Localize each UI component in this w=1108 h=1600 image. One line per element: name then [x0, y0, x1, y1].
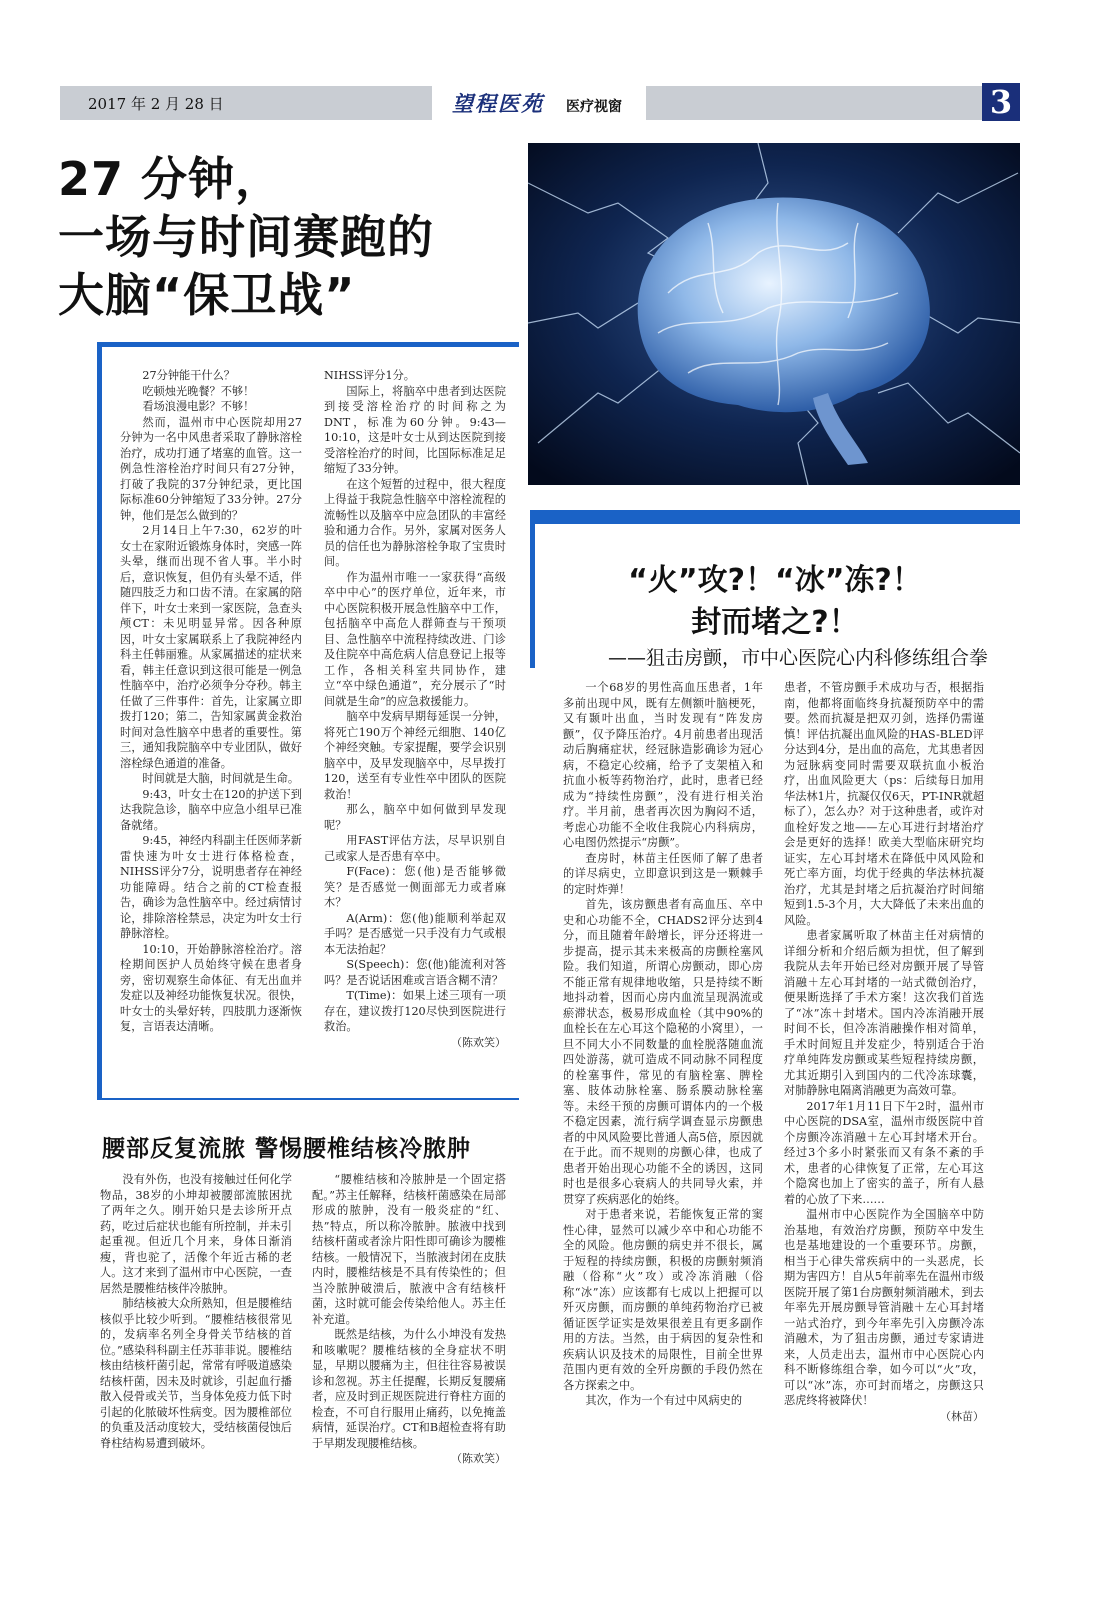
- paragraph: NIHSS评分1分。: [324, 369, 415, 382]
- paragraph: “腰椎结核和冷脓肿是一个固定搭配。”苏主任解释，结核杆菌感染在局部形成的脓肿，没有一般炎症的“红、热”特点，所以称冷脓肿。脓液中找到结核杆菌或者涂片阳性即可确诊为腰椎结核。一般情况下，当脓液封闭在皮肤内时，腰椎结核是不具有传染性的；但当冷脓肿破溃后，脓液中含有结核杆菌，这时就可能会传染给他人。苏主任补充道。: [312, 1173, 506, 1326]
- paragraph: S(Speech)：您(他)能流利对答吗？是否说话困难或言语含糊不清？: [324, 958, 506, 987]
- issue-date: 2017 年 2 月 28 日: [88, 95, 224, 113]
- paragraph: A(Arm)：您(他)能顺利举起双手吗？是否感觉一只手没有力气或根本无法抬起？: [324, 911, 506, 956]
- paragraph: 27分钟能干什么？: [142, 369, 235, 382]
- article2-author: （林苗）: [940, 1409, 984, 1423]
- article2-title-line: 封而堵之?！: [691, 605, 859, 640]
- paragraph: 10:10，开始静脉溶栓治疗。溶栓期间医护人员始终守候在患者身旁，密切观察生命体征、有无出血并发症以及神经功能恢复状况。很快，叶女士的头晕好转，四肢肌力逐渐恢复，言语表达清晰。: [120, 942, 302, 1033]
- paragraph: 国际上，将脑卒中患者到达医院到接受溶栓治疗的时间称之为DNT，标准为60分钟。9:43—10:10，这是叶女士从到达医院到接受溶栓治疗的时间，比国际标准足足缩短了33分钟。: [324, 384, 506, 475]
- article3-column-1: [100, 1172, 292, 1451]
- paragraph: T(Time)：如果上述三项有一项存在，建议拨打120尽快到医院进行救治。: [324, 989, 506, 1033]
- paragraph: 9:43，叶女士在120的护送下到达我院急诊，脑卒中应急小组早已准备就绪。: [120, 787, 302, 832]
- article1-column-2: [324, 368, 506, 1050]
- article3-column-2: [312, 1172, 506, 1467]
- article1-title-line: 大脑“保卫战”: [58, 268, 356, 322]
- article3-title: 腰部反复流脓 警惕腰椎结核冷脓肿: [102, 1136, 472, 1162]
- paragraph: 9:45，神经内科副主任医师茅新雷快速为叶女士进行体格检查，NIHSS评分7分，说明患者存在神经功能障碍。结合之前的CT检查报告，确诊为急性脑卒中。经过病情讨论，排除溶栓禁忌，决定为叶女士行静脉溶栓。: [120, 834, 302, 940]
- paragraph: 看场浪漫电影？不够！: [142, 400, 255, 413]
- article2-left-bar: [530, 510, 535, 668]
- masthead-logo: 望程医苑: [452, 91, 544, 116]
- page-number: 3: [982, 83, 1020, 121]
- article2-title-line: “火”攻?！“冰”冻?！: [628, 563, 922, 598]
- paragraph: 肺结核被大众所熟知，但是腰椎结核似乎比较少听到。“腰椎结核很常见的，发病率名列全身骨关节结核的首位。”感染科科副主任苏菲菲说。腰椎结核由结核杆菌引起，常常有呼吸道感染结核杆菌，因未及时就诊，引起血行播散入侵骨或关节，当身体免疫力低下时引起的化脓破坏性病变。因为腰椎部位的负重及活动度较大，受结核菌侵蚀后脊柱结构易遭到破坏。: [100, 1297, 292, 1450]
- paragraph: 脑卒中发病早期每延误一分钟，将死亡190万个神经元细胞、140亿个神经突触。专家提醒，要学会识别脑卒中，及早发现脑卒中，尽早拨打120，送至有专业性卒中团队的医院救治！: [324, 710, 506, 801]
- article2-column-1: [563, 680, 763, 1409]
- paragraph: 其次，作为一个有过中风病史的: [585, 1394, 743, 1407]
- article3-author: （陈欢笑）: [451, 1452, 506, 1465]
- paragraph: 没有外伤，也没有接触过任何化学物品，38岁的小坤却被腰部流脓困扰了两年之久。刚开始只是去诊所开点药，吃过后症状也能有所控制，并未引起重视。但近几个月来，身体日渐消瘦，背也驼了，活像个年近古稀的老人。这才来到了温州市中心医院，一查居然是腰椎结核伴冷脓肿。: [100, 1173, 292, 1295]
- paragraph: 作为温州市唯一一家获得“高级卒中中心”的医疗单位，近年来，市中心医院积极开展急性脑卒中工作，包括脑卒中高危人群筛查与干预项目、急性脑卒中流程持续改进、门诊及住院卒中高危病人信息登记上报等工作，各相关科室共同协作，建立“卒中绿色通道”，充分展示了“时间就是生命”的应急救援能力。: [324, 570, 506, 708]
- paragraph: 那么，脑卒中如何做到早发现呢？: [324, 803, 506, 832]
- paragraph: 首先，该房颤患者有高血压、卒中史和心功能不全，CHADS2评分达到4分，而且随着年龄增长，评分还将进一步提高，提示其未来极高的房颤栓塞风险。我们知道，所谓心房颤动，即心房不能正常有规律地收缩，只是持续不断地抖动着，因而心房内血流呈现涡流或瘀滞状态，极易形成血栓（其中90%的血栓长在左心耳这个隐秘的小窝里），一旦不同大小不同数量的血栓脱落随血流四处游荡，就可造成不同动脉不同程度的栓塞事件，常见的有脑栓塞、脾栓塞、肢体动脉栓塞、肠系膜动脉栓塞等。未经干预的房颤可谓体内的一个极不稳定因素，流行病学调查显示房颤患者的中风风险要比普通人高5倍，原因就在于此。而不规则的房颤心律，也成了患者开始出现心功能不全的诱因，这同时也是很多心衰病人的共同导火索，并贯穿了疾病恶化的始终。: [563, 898, 763, 1206]
- brain-image: [528, 143, 1020, 485]
- paragraph: F(Face)：您(他)是否能够微笑？是否感觉一侧面部无力或者麻木？: [324, 865, 506, 909]
- paragraph: 患者家属听取了林苗主任对病情的详细分析和介绍后颇为担忧，但了解到我院从去年开始已经对房颤开展了导管消融＋左心耳封堵的一站式微创治疗，便果断选择了手术方案！这次我们首选了“冰”冻＋封堵术。国内冷冻消融开展时间不长，但冷冻消融操作相对简单，手术时间短且并发症少，特别适合于治疗单纯阵发房颤或某些短程持续房颤，尤其近期引入到国内的二代冷冻球囊，对肺静脉电隔离消融更为高效可靠。: [784, 929, 984, 1097]
- paragraph: 温州市中心医院作为全国脑卒中防治基地，有效治疗房颤，预防卒中发生也是基地建设的一个重要环节。房颤，相当于心律失常疾病中的一头恶虎，长期为害四方！自从5年前率先在温州市级医院开展了第1台房颤射频消融术，到去年率先开展房颤导管消融＋左心耳封堵一站式治疗，到今年率先引入房颤冷冻消融术，为了狙击房颤，通过专家请进来，人员走出去，温州市中心医院心内科不断修练组合拳，如今可以“火”攻，可以“冰”冻，亦可封而堵之，房颤这只恶虎终将被降伏！: [784, 1208, 984, 1407]
- paragraph: 吃顿烛光晚餐？不够！: [142, 384, 255, 398]
- section-name: 医疗视窗: [566, 99, 622, 115]
- article1-title: [58, 150, 528, 324]
- article2-subtitle: ——狙击房颤，市中心医院心内科修练组合拳: [607, 647, 988, 669]
- paragraph: 时间就是大脑，时间就是生命。: [142, 772, 300, 785]
- paragraph: 在这个短暂的过程中，很大程度上得益于我院急性脑卒中溶栓流程的流畅性以及脑卒中应急团队的丰富经验和通力合作。另外，家属对医务人员的信任也为静脉溶栓争取了宝贵时间。: [324, 477, 506, 568]
- paragraph: 查房时，林苗主任医师了解了患者的详尽病史，立即意识到这是一颗棘手的定时炸弹！: [563, 851, 763, 896]
- paragraph: 用FAST评估方法，尽早识别自己或家人是否患有卒中。: [324, 834, 506, 863]
- article1-author: （陈欢笑）: [451, 1035, 506, 1049]
- paragraph: 2月14日上午7:30，62岁的叶女士在家附近锻炼身体时，突感一阵头晕，继而出现不省人事。半小时后，意识恢复，但仍有头晕不适，伴随四肢乏力和口齿不清。在家属的陪伴下，叶女士来到一家医院，急查头颅CT：未见明显异常。因各种原因，叶女士家属联系上了我院神经内科主任韩丽雅。从家属描述的症状来看，韩主任意识到这很可能是一例急性脑卒中，治疗必须争分夺秒。韩主任做了三件事件：首先，让家属立即拨打120；第二，告知家属黄金救治时间对急性脑卒中患者的重要性。第三，通知我院脑卒中专业团队，做好溶栓绿色通道的准备。: [120, 524, 302, 770]
- article1-column-1: [120, 368, 302, 1035]
- article2-column-2: [784, 680, 984, 1424]
- paragraph: 对于患者来说，若能恢复正常的窦性心律，显然可以减少卒中和心功能不全的风险。他房颤的病史并不很长，属于短程的持续房颤，积极的房颤射频消融（俗称“火”攻）或冷冻消融（俗称“冰”冻）应该都有七成以上把握可以歼灭房颤，而房颤的单纯药物治疗已被循证医学证实是效果很差且有更多副作用的方法。当然，由于病因的复杂性和疾病认识及技术的局限性，目前全世界范围内更有效的全歼房颤的手段仍然在各方探索之中。: [563, 1208, 763, 1392]
- article1-title-line: 一场与时间赛跑的: [58, 210, 434, 264]
- paragraph: 然而，温州市中心医院却用27分钟为一名中风患者采取了静脉溶栓治疗，成功打通了堵塞的血管。这一例急性溶栓治疗时间只有27分钟，打破了我院的37分钟纪录，更比国际标准60分钟缩短了33分钟。27分钟，他们是怎么做到的？: [120, 415, 302, 522]
- paragraph: 一个68岁的男性高血压患者，1年多前出现中风，既有左侧额叶脑梗死，又有颞叶出血，当时发现有“阵发房颤”，仅予降压治疗。4月前患者出现活动后胸痛症状，经冠脉造影确诊为冠心病，不稳定心绞痛，给予了支架植入和抗血小板等药物治疗，此时，患者已经成为“持续性房颤”，没有进行相关治疗。半月前，患者再次因为胸闷不适，考虑心功能不全收住我院心内科病房，心电图仍然提示“房颤”。: [563, 681, 763, 849]
- paragraph: 患者，不管房颤手术成功与否，根据指南，他都将面临终身抗凝预防卒中的需要。然而抗凝是把双刃剑，选择仍需谨慎！评估抗凝出血风险的HAS-BLED评分达到4分，是出血的高危，尤其患者因为冠脉病变同时需要双联抗血小板治疗，出血风险更大（ps：后续每日加用华法林1片，抗凝仅仅6天，PT-INR就超标了），怎么办？对于这种患者，或许对血栓好发之地——左心耳进行封堵治疗会是更好的选择！欧美大型临床研究均证实，左心耳封堵术在降低中风风险和死亡率方面，均优于经典的华法林抗凝治疗，尤其是封堵之后抗凝治疗时间缩短到1.5-3个月，大大降低了未来出血的风险。: [784, 681, 984, 927]
- paragraph: 既然是结核，为什么小坤没有发热和咳嗽呢？腰椎结核的全身症状不明显，早期以腰痛为主，但往往容易被误诊和忽视。苏主任提醒，长期反复腰痛者，应及时到正规医院进行脊柱方面的检查，不可自行服用止痛药，以免掩盖病情，延误治疗。CT和B超检查将有助于早期发现腰椎结核。: [312, 1328, 506, 1450]
- article2-title: [580, 560, 970, 644]
- article2-top-bar: [530, 510, 1020, 524]
- article1-title-line: 27 分钟，: [58, 152, 283, 206]
- paragraph: 2017年1月11日下午2时，温州市中心医院的DSA室，温州市级医院中首个房颤冷冻消融＋左心耳封堵术开台。经过3个多小时紧张而又有条不紊的手术，患者的心律恢复了正常，左心耳这个隐窝也加上了密实的盖子，所有人悬着的心放了下来……: [784, 1099, 984, 1206]
